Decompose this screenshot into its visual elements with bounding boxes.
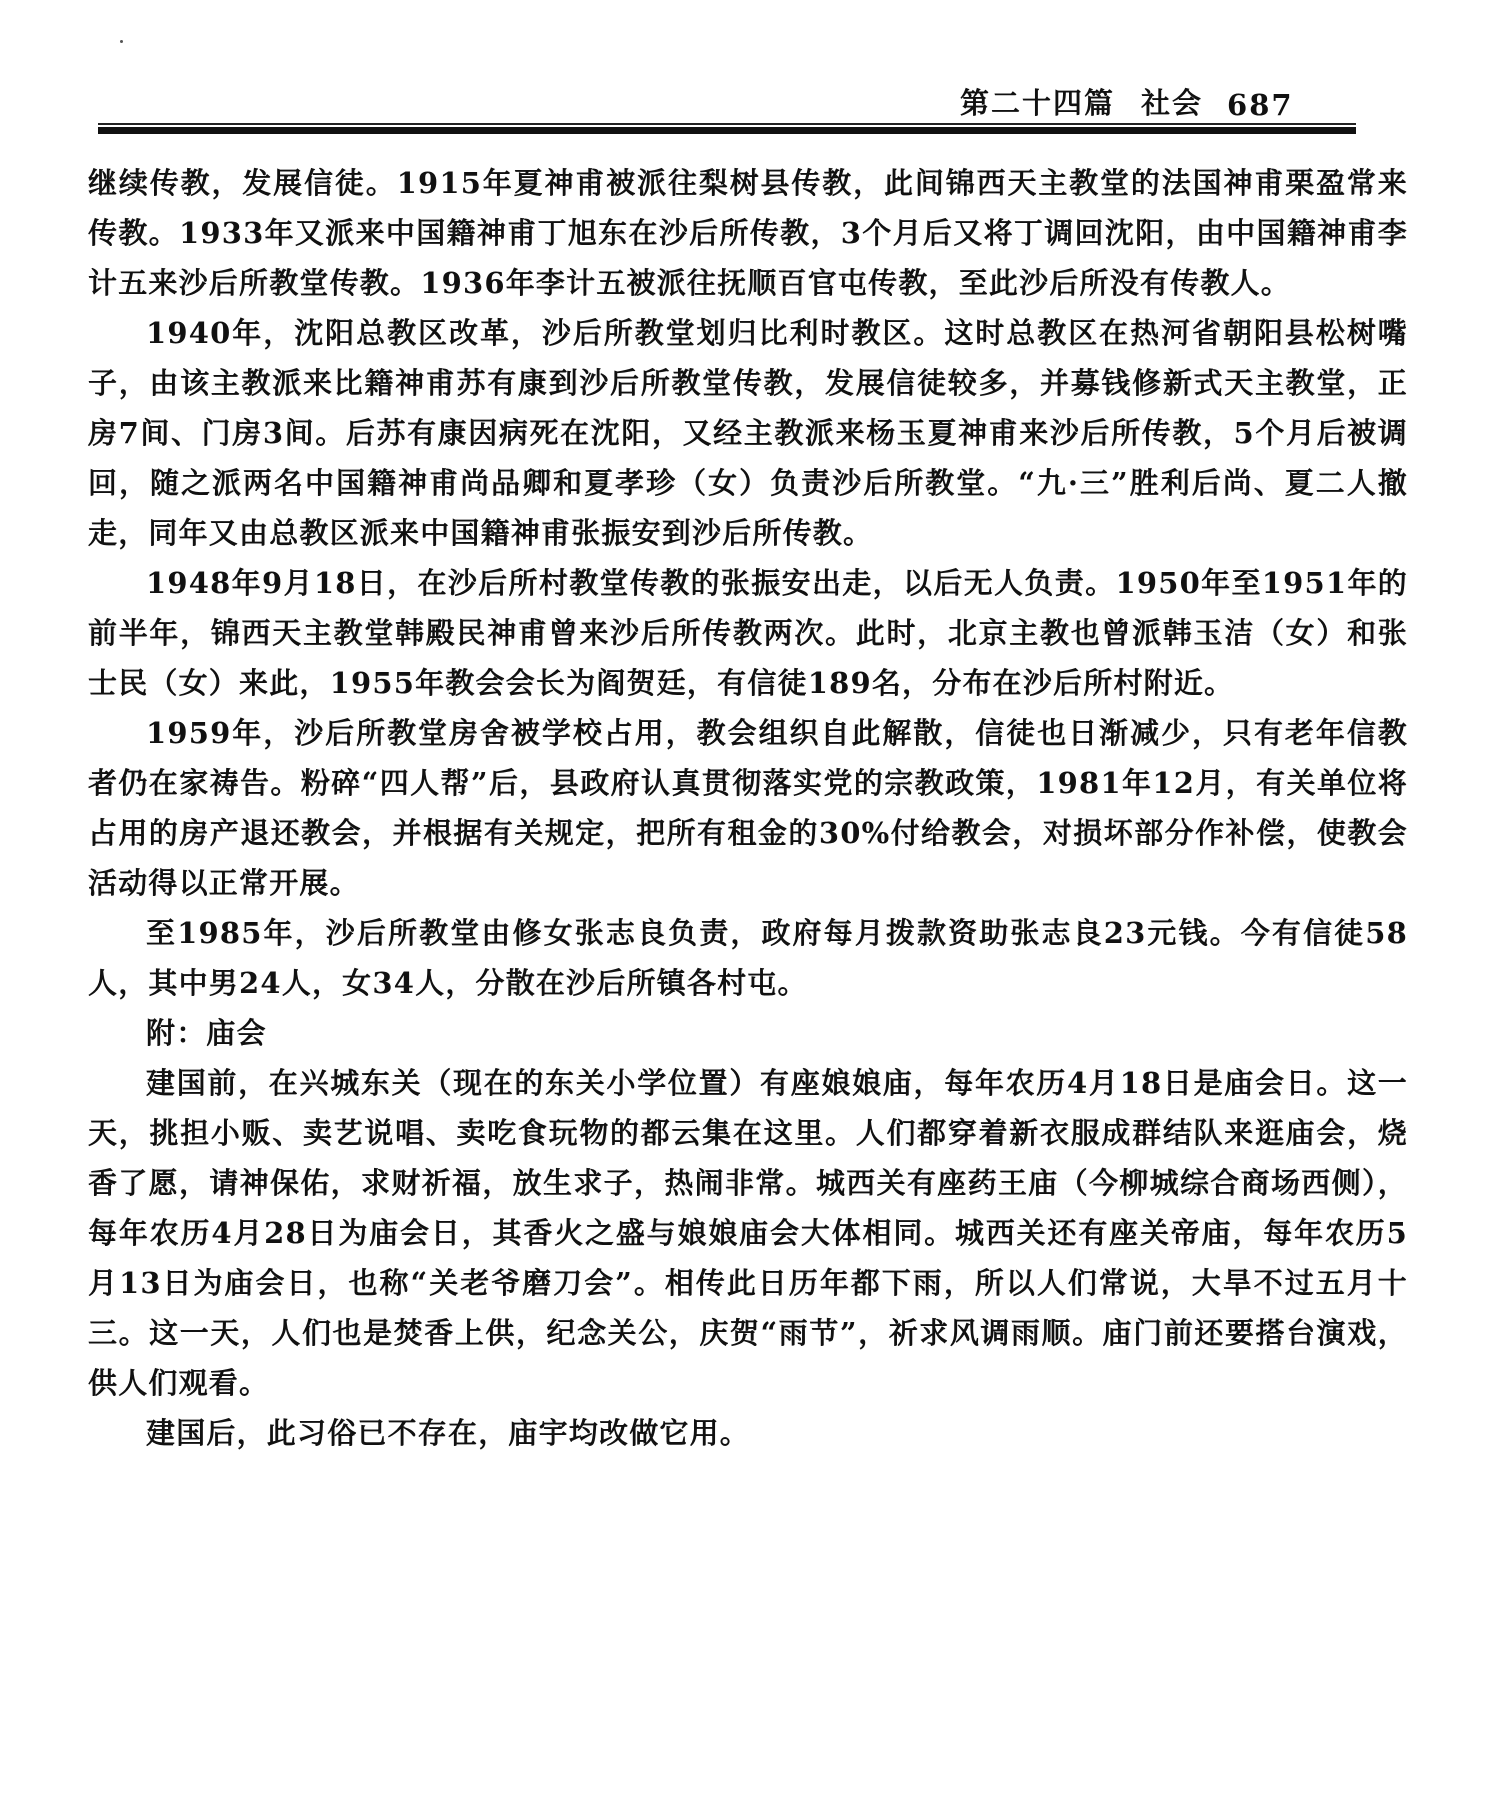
header-rule-thick: [98, 127, 1356, 134]
running-header: [960, 72, 1340, 122]
paragraph-continued: 继续传教，发展信徒。1915年夏神甫被派往梨树县传教，此间锦西天主教堂的法国神甫栗盈常来传教。1933年又派来中国籍神甫丁旭东在沙后所传教，3个月后又将丁调回沈阳，由中国籍神甫李计五来沙后所教堂传教。1936年李计五被派往抚顺百官屯传教，至此沙后所没有传教人。: [88, 166, 1408, 300]
header-section: 社会: [1141, 86, 1204, 120]
scan-speck: [120, 40, 123, 43]
paragraph-1985: 至1985年，沙后所教堂由修女张志良负责，政府每月拨款资助张志良23元钱。今有信徒58人，其中男24人，女34人，分散在沙后所镇各村屯。: [88, 916, 1408, 1000]
page-number: 687: [1227, 88, 1294, 122]
paragraph-post-founding: 建国后，此习俗已不存在，庙宇均改做它用。: [146, 1416, 751, 1450]
body-text: [88, 158, 1408, 1458]
paragraph-1959: 1959年，沙后所教堂房舍被学校占用，教会组织自此解散，信徒也日渐减少，只有老年信教者仍在家祷告。粉碎“四人帮”后，县政府认真贯彻落实党的宗教政策，1981年12月，有关单位将占用的房产退还教会，并根据有关规定，把所有租金的30%付给教会，对损坏部分作补偿，使教会活动得以正常开展。: [88, 716, 1408, 900]
paragraph-1948: 1948年9月18日，在沙后所村教堂传教的张振安出走，以后无人负责。1950年至1951年的前半年，锦西天主教堂韩殿民神甫曾来沙后所传教两次。此时，北京主教也曾派韩玉洁（女）和张士民（女）来此，1955年教会会长为阎贺廷，有信徒189名，分布在沙后所村附近。: [88, 566, 1408, 700]
subheading-temple-fair: 附：庙会: [146, 1016, 267, 1050]
header-chapter: 第二十四篇: [960, 86, 1116, 120]
header-rule-thin: [98, 123, 1356, 125]
paragraph-pre-founding: 建国前，在兴城东关（现在的东关小学位置）有座娘娘庙，每年农历4月18日是庙会日。这一天，挑担小贩、卖艺说唱、卖吃食玩物的都云集在这里。人们都穿着新衣服成群结队来逛庙会，烧香了愿，请神保佑，求财祈福，放生求子，热闹非常。城西关有座药王庙（今柳城综合商场西侧），每年农历4月28日为庙会日，其香火之盛与娘娘庙会大体相同。城西关还有座关帝庙，每年农历5月13日为庙会日，也称“关老爷磨刀会”。相传此日历年都下雨，所以人们常说，大旱不过五月十三。这一天，人们也是焚香上供，纪念关公，庆贺“雨节”，祈求风调雨顺。庙门前还要搭台演戏，供人们观看。: [88, 1066, 1408, 1400]
paragraph-1940: 1940年，沈阳总教区改革，沙后所教堂划归比利时教区。这时总教区在热河省朝阳县松树嘴子，由该主教派来比籍神甫苏有康到沙后所教堂传教，发展信徒较多，并募钱修新式天主教堂，正房7间、门房3间。后苏有康因病死在沈阳，又经主教派来杨玉夏神甫来沙后所传教，5个月后被调回，随之派两名中国籍神甫尚品卿和夏孝珍（女）负责沙后所教堂。“九·三”胜利后尚、夏二人撤走，同年又由总教区派来中国籍神甫张振安到沙后所传教。: [88, 316, 1408, 550]
